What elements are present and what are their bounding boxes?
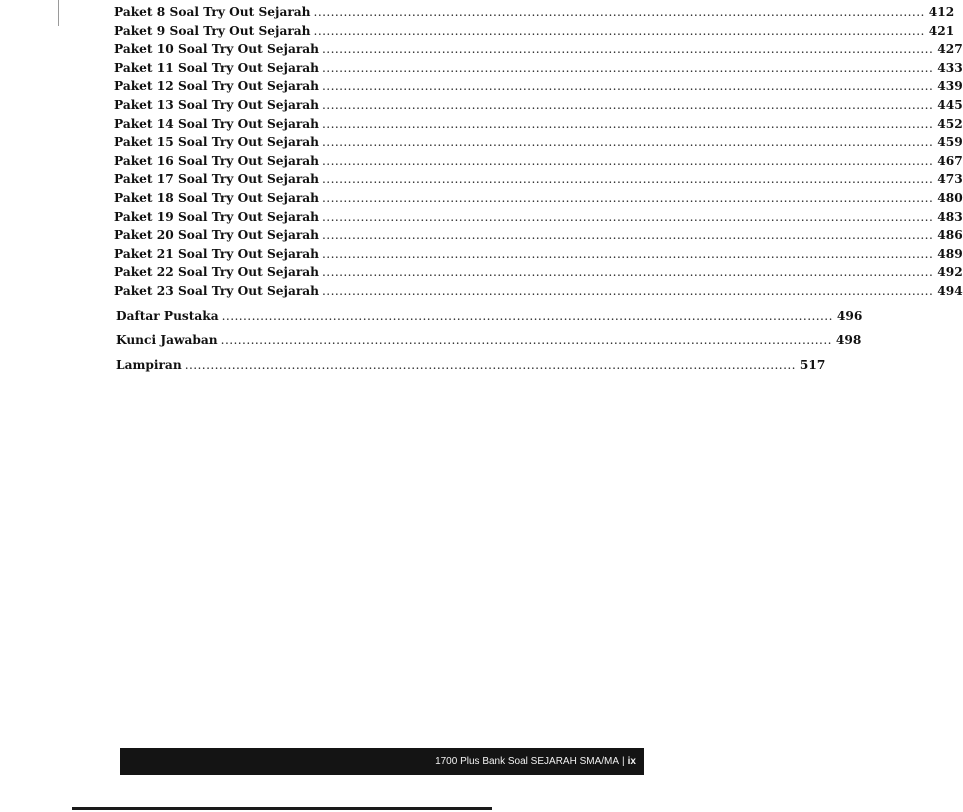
toc-entry[interactable] [114, 208, 963, 227]
toc-entry-label: Paket 15 Soal Try Out Sejarah [114, 135, 320, 150]
dot-leader: ............................................................................................................................................... [322, 265, 934, 280]
toc-entry[interactable] [114, 77, 963, 96]
toc-entry-label: Paket 12 Soal Try Out Sejarah [114, 79, 320, 94]
footer-separator: | [622, 756, 625, 767]
footer-book-title: 1700 Plus Bank Soal SEJARAH SMA/MA [435, 756, 620, 767]
toc-section-lampiran[interactable] [116, 356, 826, 375]
toc-entry[interactable] [114, 263, 963, 282]
toc-entry[interactable] [114, 96, 963, 115]
table-of-contents [114, 3, 963, 374]
toc-entry-page: 486 [937, 228, 963, 243]
dot-leader: ............................................................................................................................................... [322, 228, 934, 243]
dot-leader: ............................................................................................................................................... [313, 23, 925, 38]
toc-entry[interactable] [114, 40, 963, 59]
toc-section-kunci-jawaban[interactable] [116, 331, 862, 350]
toc-entry-label: Paket 9 Soal Try Out Sejarah [114, 23, 311, 38]
toc-section-page: 517 [799, 357, 826, 372]
toc-entry-page: 492 [937, 265, 963, 280]
dot-leader: ............................................................................................................................................... [322, 209, 934, 224]
toc-entry[interactable] [114, 189, 963, 208]
toc-entry-label: Paket 8 Soal Try Out Sejarah [114, 5, 311, 19]
toc-entry-page: 452 [937, 116, 963, 131]
dot-leader: ............................................................................................................................................... [322, 172, 934, 187]
toc-entry[interactable] [114, 22, 955, 41]
toc-entry[interactable] [114, 115, 963, 134]
toc-entry-page: 433 [937, 60, 963, 75]
dot-leader: ............................................................................................................................................... [322, 190, 934, 205]
margin-rule [58, 0, 59, 26]
dot-leader: ............................................................................................................................................... [184, 357, 796, 372]
toc-entry[interactable] [114, 59, 963, 78]
toc-entry-page: 483 [937, 209, 963, 224]
dot-leader: ............................................................................................................................................... [322, 246, 934, 261]
page-footer [120, 748, 644, 775]
toc-entry-page: 489 [937, 246, 963, 261]
toc-entry-label: Paket 19 Soal Try Out Sejarah [114, 209, 320, 224]
toc-entry-page: 439 [937, 79, 963, 94]
toc-entry-page: 467 [937, 153, 963, 168]
footer-page-number: ix [627, 756, 636, 767]
dot-leader: ............................................................................................................................................... [220, 333, 832, 348]
toc-section-label: Lampiran [116, 357, 182, 372]
toc-entry-label: Paket 10 Soal Try Out Sejarah [114, 42, 320, 57]
bottom-edge-line [72, 807, 492, 810]
toc-entry-label: Paket 11 Soal Try Out Sejarah [114, 60, 320, 75]
toc-entry[interactable] [114, 170, 963, 189]
toc-entry-page: 459 [937, 135, 963, 150]
toc-entry-label: Paket 20 Soal Try Out Sejarah [114, 228, 320, 243]
toc-entry[interactable] [114, 152, 963, 171]
toc-entry-page: 427 [937, 42, 963, 57]
toc-entry-page: 480 [937, 190, 963, 205]
toc-entry-label: Paket 17 Soal Try Out Sejarah [114, 172, 320, 187]
toc-entry-page: 494 [937, 283, 963, 298]
toc-entry-label: Paket 14 Soal Try Out Sejarah [114, 116, 320, 131]
dot-leader: ............................................................................................................................................... [322, 42, 934, 57]
toc-entry[interactable] [114, 3, 955, 22]
dot-leader: ............................................................................................................................................... [322, 283, 934, 298]
toc-entry-label: Paket 21 Soal Try Out Sejarah [114, 246, 320, 261]
toc-entry[interactable] [114, 245, 963, 264]
toc-entry-page: 412 [928, 5, 955, 19]
toc-section-page: 498 [835, 333, 862, 348]
toc-section-label: Daftar Pustaka [116, 308, 219, 323]
dot-leader: ............................................................................................................................................... [322, 135, 934, 150]
toc-section-daftar-pustaka[interactable] [116, 307, 863, 326]
dot-leader: ............................................................................................................................................... [322, 116, 934, 131]
toc-entry-page: 473 [937, 172, 963, 187]
toc-entry-page: 445 [937, 97, 963, 112]
dot-leader: ............................................................................................................................................... [322, 79, 934, 94]
toc-entry-label: Paket 23 Soal Try Out Sejarah [114, 283, 320, 298]
toc-entry[interactable] [114, 282, 963, 301]
toc-section-label: Kunci Jawaban [116, 333, 218, 348]
toc-section-page: 496 [836, 308, 863, 323]
toc-entry[interactable] [114, 133, 963, 152]
dot-leader: ............................................................................................................................................... [322, 153, 934, 168]
toc-entry-label: Paket 13 Soal Try Out Sejarah [114, 97, 320, 112]
toc-entry-label: Paket 16 Soal Try Out Sejarah [114, 153, 320, 168]
dot-leader: ............................................................................................................................................... [313, 5, 925, 19]
dot-leader: ............................................................................................................................................... [322, 60, 934, 75]
toc-entry-page: 421 [928, 23, 955, 38]
toc-entry[interactable] [114, 226, 963, 245]
dot-leader: ............................................................................................................................................... [221, 308, 833, 323]
dot-leader: ............................................................................................................................................... [322, 97, 934, 112]
toc-entry-label: Paket 22 Soal Try Out Sejarah [114, 265, 320, 280]
toc-entry-label: Paket 18 Soal Try Out Sejarah [114, 190, 320, 205]
